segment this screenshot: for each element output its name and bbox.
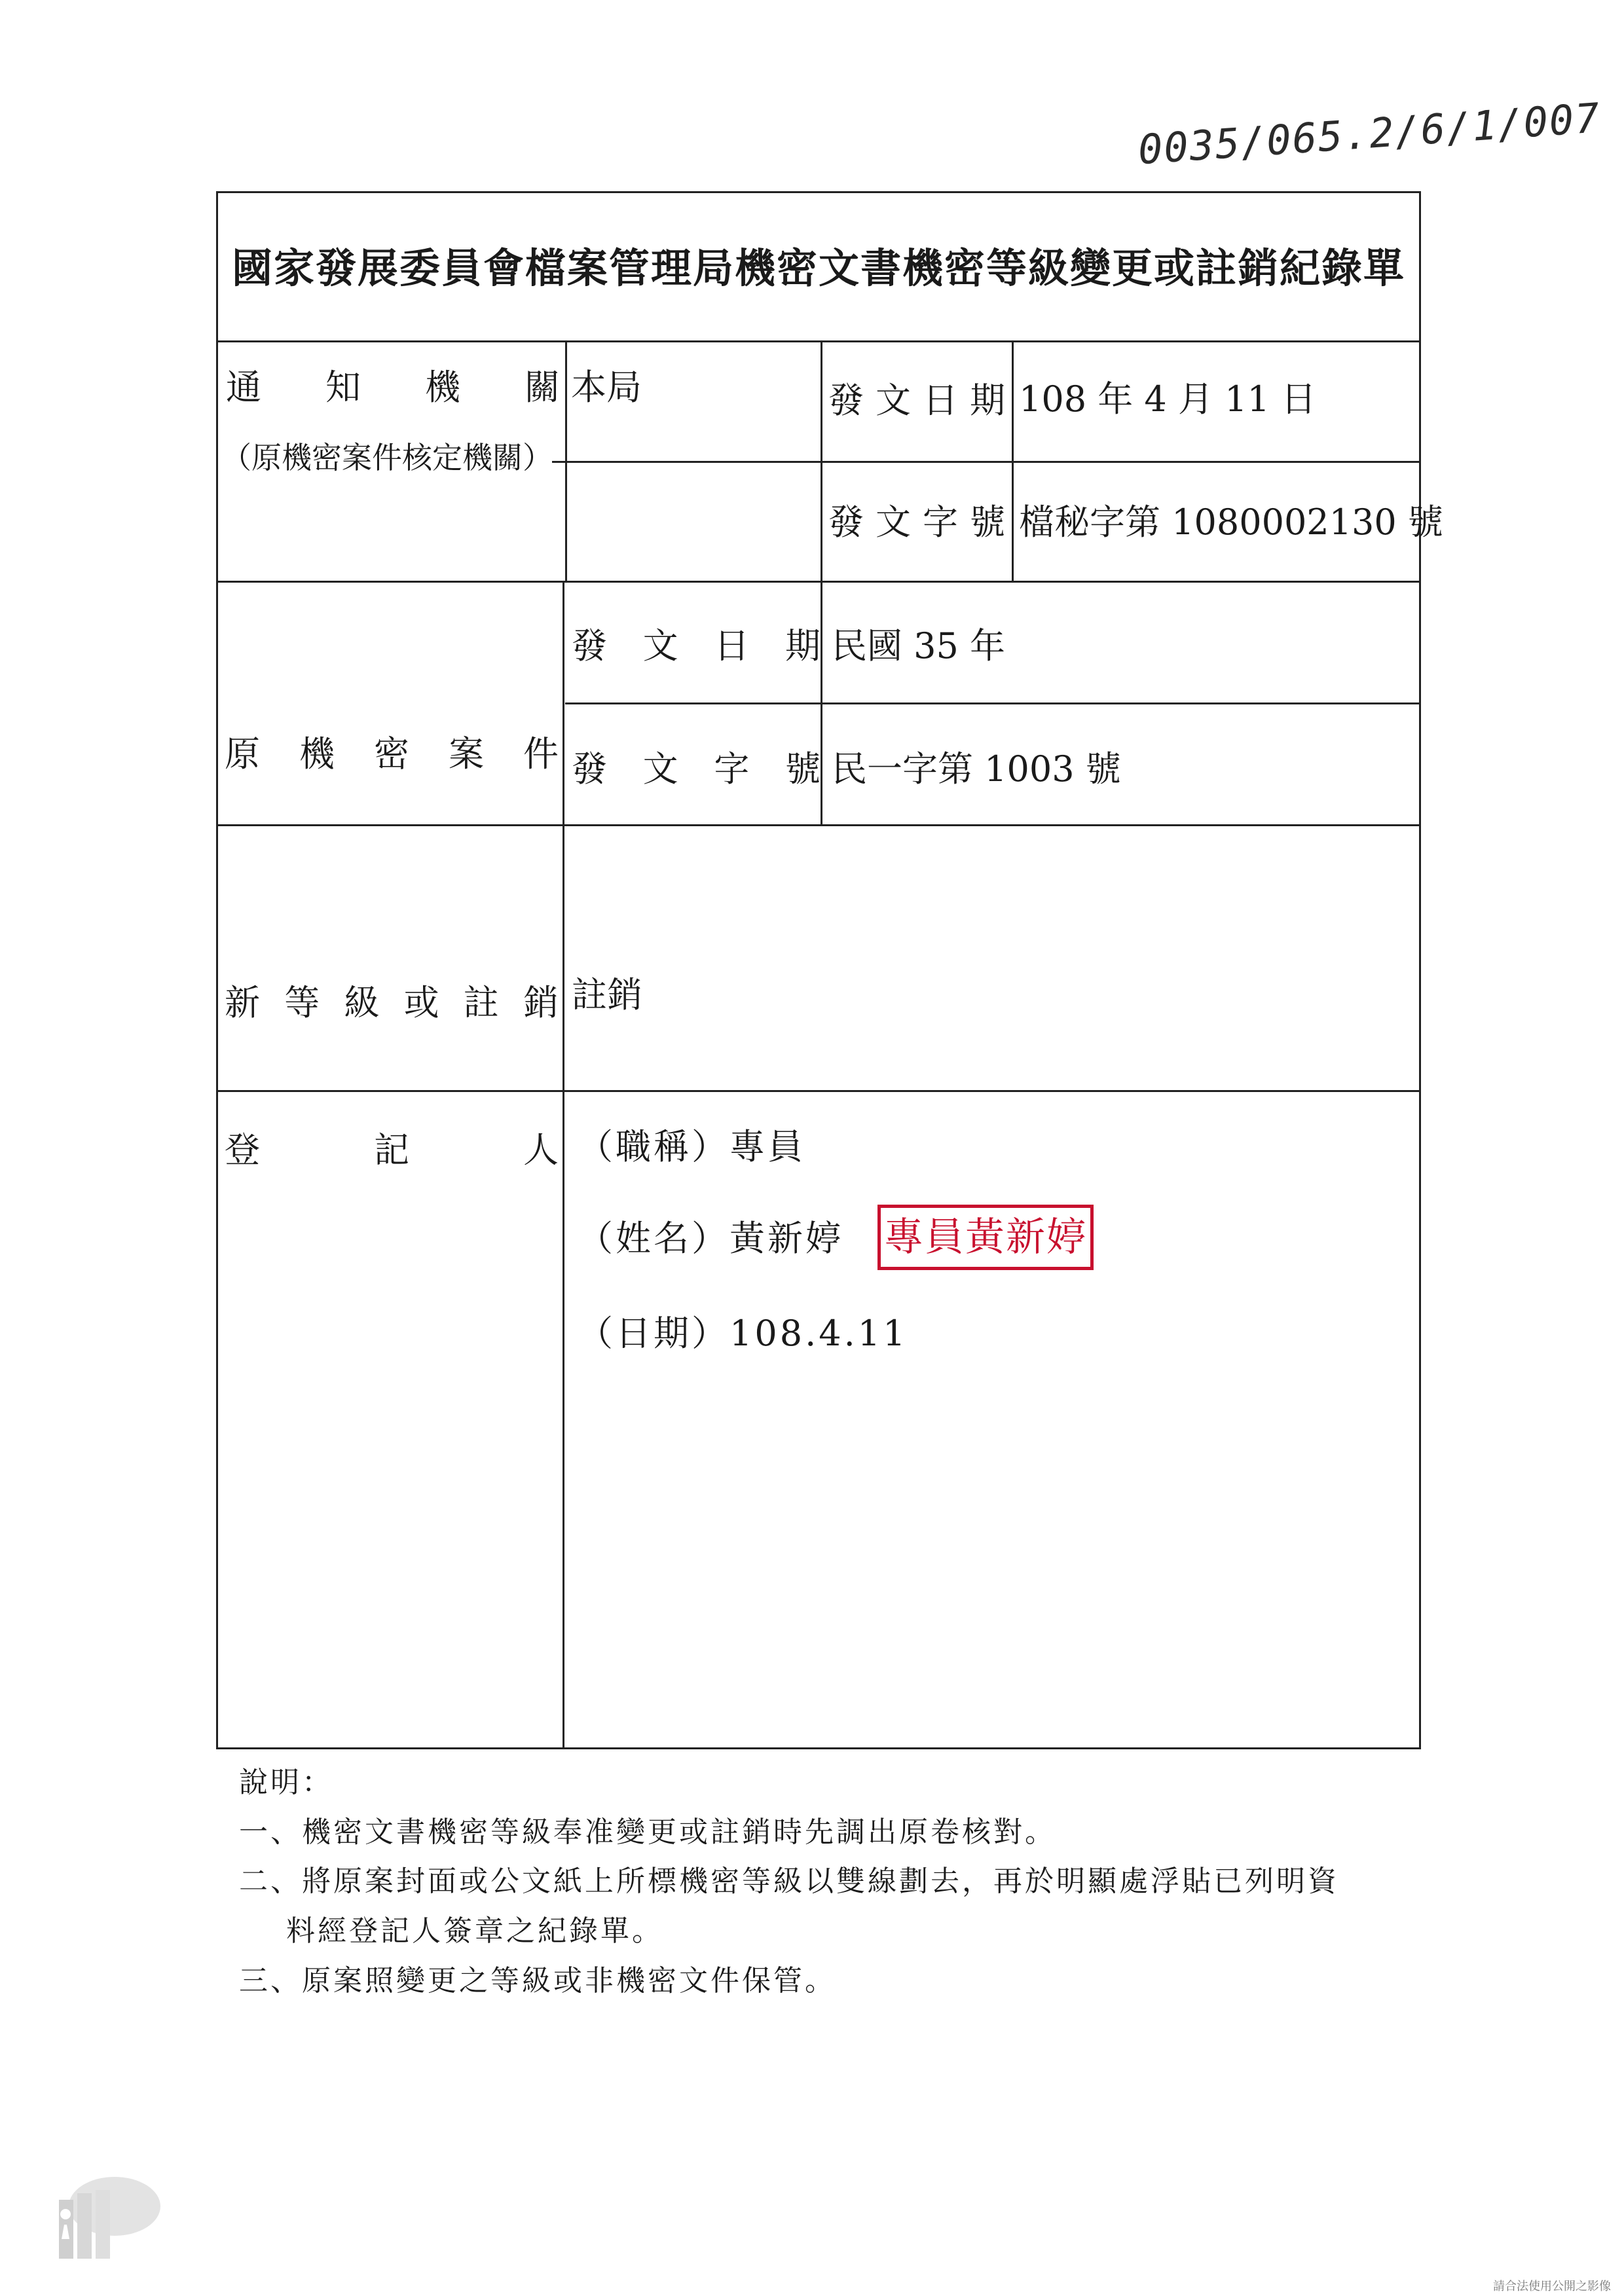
original-date-value: 民國 35 年 (832, 625, 1006, 666)
record-form-frame (216, 191, 1421, 1749)
issue-date-label (828, 380, 1005, 422)
original-date-label-char: 日 (714, 625, 750, 666)
original-number-label-char: 號 (784, 748, 821, 790)
issue-date-label-char: 文 (876, 380, 911, 421)
notifying-agency-value: 本局 (571, 367, 642, 408)
issue-date-value: 108 年 4 月 11 日 (1019, 378, 1316, 420)
notifying-agency-sublabel: （原機密案件核定機關） (221, 440, 553, 475)
original-date-label (572, 625, 821, 668)
original-date-label-char: 發 (572, 625, 607, 666)
new-level-value: 註銷 (572, 974, 642, 1015)
form-title: 國家發展委員會檔案管理局機密文書機密等級變更或註銷紀錄單 (231, 244, 1405, 292)
registrar-date: （日期）108.4.11 (578, 1313, 908, 1354)
registrar-seal-stamp: 專員黃新婷 (877, 1205, 1094, 1270)
note-item-1: 一、機密文書機密等級奉准變更或註銷時先調出原卷核對。 (239, 1815, 1056, 1849)
original-case-label-char: 原 (225, 733, 260, 774)
issue-date-label-char: 日 (923, 380, 958, 421)
notifying-agency-label (226, 367, 560, 409)
registrar-label-char: 登 (225, 1129, 260, 1171)
original-case-label-char: 密 (374, 733, 409, 774)
notifying-agency-label-text (226, 367, 560, 409)
original-number-value: 民一字第 1003 號 (832, 748, 1121, 790)
new-level-label-char: 級 (344, 982, 380, 1023)
registrar-label-char: 人 (523, 1129, 559, 1171)
original-number-label-char: 文 (642, 748, 678, 790)
new-level-label-char: 銷 (523, 982, 559, 1023)
registrar-name: （姓名）黃新婷 (578, 1218, 843, 1259)
notifying-agency-label-char: 關 (525, 367, 560, 408)
issue-number-label-char: 發 (828, 501, 864, 543)
original-number-label-char: 字 (714, 748, 750, 790)
issue-number-value: 檔秘字第 1080002130 號 (1019, 501, 1443, 543)
issue-number-label-char: 字 (923, 501, 958, 543)
footer-notice: 請合法使用公開之影像 (1493, 2280, 1611, 2293)
new-level-label-char: 等 (284, 982, 320, 1023)
original-date-label-char: 期 (784, 625, 821, 666)
registrar-label-char: 記 (374, 1129, 409, 1171)
notifying-agency-label-char: 通 (226, 367, 261, 408)
notifying-agency-label-char: 知 (325, 367, 361, 408)
archive-logo-icon (39, 2167, 164, 2265)
new-level-label-char: 或 (403, 982, 439, 1023)
notes-section (239, 1758, 1339, 2005)
registrar-label (225, 1129, 559, 1172)
original-case-label-char: 案 (449, 733, 484, 774)
issue-number-label-char: 號 (970, 501, 1005, 543)
issue-date-label-char: 發 (828, 380, 864, 421)
new-level-label (225, 982, 559, 1025)
issue-number-label-char: 文 (876, 501, 911, 543)
notifying-agency-label-char: 機 (425, 367, 460, 408)
note-item-2-continued: 料經登記人簽章之紀錄單。 (286, 1914, 663, 1948)
original-case-label-char: 機 (299, 733, 335, 774)
original-number-label-char: 發 (572, 748, 607, 790)
notes-heading: 說明： (239, 1766, 333, 1799)
registrar-title: （職稱）專員 (578, 1126, 805, 1167)
note-item-2: 二、將原案封面或公文紙上所標機密等級以雙線劃去，再於明顯處浮貼已列明資 (239, 1865, 1339, 1899)
new-level-label-char: 新 (225, 982, 260, 1023)
issue-date-label-char: 期 (970, 380, 1005, 421)
original-case-label (225, 733, 559, 776)
issue-number-label (828, 501, 1005, 544)
original-case-label-char: 件 (523, 733, 559, 774)
handwritten-file-code: 0035/065.2/6/1/007 (1136, 94, 1602, 174)
original-number-label (572, 748, 821, 791)
note-item-3: 三、原案照變更之等級或非機密文件保管。 (239, 1963, 836, 1997)
original-date-label-char: 文 (642, 625, 678, 666)
new-level-label-char: 註 (463, 982, 499, 1023)
